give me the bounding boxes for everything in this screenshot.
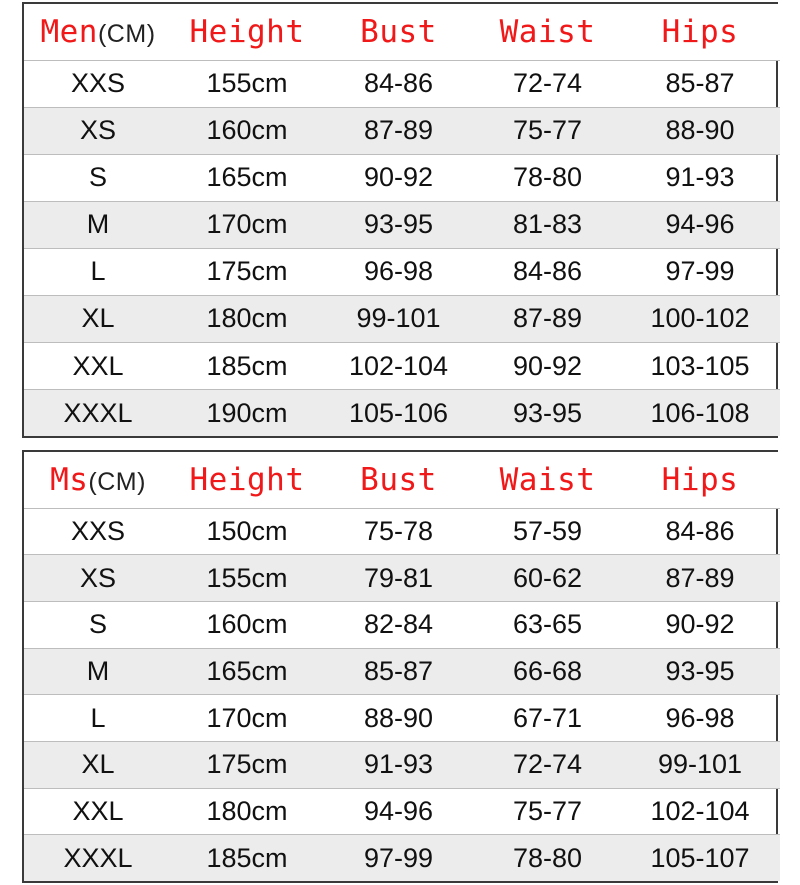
women-size-table bbox=[24, 452, 780, 881]
men-table-row bbox=[24, 154, 780, 201]
men-hips-cell: 103-105 bbox=[620, 342, 780, 389]
women-hips-cell: 105-107 bbox=[620, 835, 780, 881]
women-bust-cell: 85-87 bbox=[322, 648, 475, 695]
men-hips-cell: 97-99 bbox=[620, 248, 780, 295]
men-bust-cell: 105-106 bbox=[322, 390, 475, 436]
women-bust-cell: 75-78 bbox=[322, 508, 475, 555]
women-table-row bbox=[24, 835, 780, 881]
men-height-header: Height bbox=[172, 4, 322, 60]
women-bust-cell: 82-84 bbox=[322, 601, 475, 648]
women-table-row bbox=[24, 555, 780, 602]
women-height-cell: 185cm bbox=[172, 835, 322, 881]
men-size-header bbox=[24, 4, 172, 60]
women-height-cell: 180cm bbox=[172, 788, 322, 835]
men-hips-header: Hips bbox=[620, 4, 780, 60]
women-table-row bbox=[24, 601, 780, 648]
women-bust-cell: 88-90 bbox=[322, 695, 475, 742]
men-waist-cell: 93-95 bbox=[475, 390, 620, 436]
women-height-cell: 150cm bbox=[172, 508, 322, 555]
women-size-cell: XL bbox=[24, 742, 172, 789]
women-bust-cell: 79-81 bbox=[322, 555, 475, 602]
men-waist-header: Waist bbox=[475, 4, 620, 60]
men-size-cell: XXL bbox=[24, 342, 172, 389]
men-size-cell: XXXL bbox=[24, 390, 172, 436]
women-size-label: Ms bbox=[50, 461, 89, 498]
men-header-row bbox=[24, 4, 780, 60]
women-waist-cell: 75-77 bbox=[475, 788, 620, 835]
women-size-cell: S bbox=[24, 601, 172, 648]
women-size-cell: XS bbox=[24, 555, 172, 602]
men-bust-cell: 96-98 bbox=[322, 248, 475, 295]
women-hips-cell: 90-92 bbox=[620, 601, 780, 648]
men-height-cell: 185cm bbox=[172, 342, 322, 389]
men-hips-cell: 106-108 bbox=[620, 390, 780, 436]
men-bust-cell: 90-92 bbox=[322, 154, 475, 201]
women-table-row bbox=[24, 508, 780, 555]
women-size-header bbox=[24, 452, 172, 508]
men-hips-cell: 94-96 bbox=[620, 201, 780, 248]
men-table-row bbox=[24, 201, 780, 248]
men-waist-cell: 72-74 bbox=[475, 60, 620, 107]
men-waist-cell: 84-86 bbox=[475, 248, 620, 295]
men-size-unit: (CM) bbox=[97, 19, 156, 48]
men-size-chart bbox=[22, 2, 778, 438]
men-size-cell: XS bbox=[24, 107, 172, 154]
men-size-cell: XL bbox=[24, 295, 172, 342]
men-size-cell: XXS bbox=[24, 60, 172, 107]
women-hips-cell: 93-95 bbox=[620, 648, 780, 695]
men-height-cell: 170cm bbox=[172, 201, 322, 248]
men-table-row bbox=[24, 342, 780, 389]
women-waist-cell: 67-71 bbox=[475, 695, 620, 742]
women-waist-cell: 72-74 bbox=[475, 742, 620, 789]
women-hips-header: Hips bbox=[620, 452, 780, 508]
women-size-chart bbox=[22, 450, 778, 883]
women-size-cell: L bbox=[24, 695, 172, 742]
men-table-row bbox=[24, 60, 780, 107]
men-height-cell: 155cm bbox=[172, 60, 322, 107]
men-hips-cell: 85-87 bbox=[620, 60, 780, 107]
women-hips-cell: 102-104 bbox=[620, 788, 780, 835]
women-waist-cell: 57-59 bbox=[475, 508, 620, 555]
women-size-cell: XXL bbox=[24, 788, 172, 835]
women-hips-cell: 96-98 bbox=[620, 695, 780, 742]
men-height-cell: 165cm bbox=[172, 154, 322, 201]
women-height-header: Height bbox=[172, 452, 322, 508]
women-height-cell: 160cm bbox=[172, 601, 322, 648]
women-table-row bbox=[24, 695, 780, 742]
men-height-cell: 190cm bbox=[172, 390, 322, 436]
men-bust-cell: 99-101 bbox=[322, 295, 475, 342]
women-waist-cell: 63-65 bbox=[475, 601, 620, 648]
women-bust-cell: 91-93 bbox=[322, 742, 475, 789]
men-bust-cell: 84-86 bbox=[322, 60, 475, 107]
men-table-row bbox=[24, 107, 780, 154]
men-bust-cell: 87-89 bbox=[322, 107, 475, 154]
women-height-cell: 170cm bbox=[172, 695, 322, 742]
men-size-label: Men bbox=[40, 13, 98, 50]
men-size-cell: L bbox=[24, 248, 172, 295]
men-waist-cell: 87-89 bbox=[475, 295, 620, 342]
women-waist-cell: 78-80 bbox=[475, 835, 620, 881]
women-hips-cell: 87-89 bbox=[620, 555, 780, 602]
men-table-row bbox=[24, 295, 780, 342]
men-height-cell: 175cm bbox=[172, 248, 322, 295]
women-waist-cell: 60-62 bbox=[475, 555, 620, 602]
women-table-row bbox=[24, 742, 780, 789]
women-table-row bbox=[24, 648, 780, 695]
men-waist-cell: 78-80 bbox=[475, 154, 620, 201]
women-waist-cell: 66-68 bbox=[475, 648, 620, 695]
men-size-table bbox=[24, 4, 780, 436]
women-bust-cell: 94-96 bbox=[322, 788, 475, 835]
women-size-cell: XXS bbox=[24, 508, 172, 555]
men-height-cell: 180cm bbox=[172, 295, 322, 342]
women-waist-header: Waist bbox=[475, 452, 620, 508]
men-bust-cell: 93-95 bbox=[322, 201, 475, 248]
women-hips-cell: 84-86 bbox=[620, 508, 780, 555]
men-waist-cell: 81-83 bbox=[475, 201, 620, 248]
men-size-cell: M bbox=[24, 201, 172, 248]
women-height-cell: 155cm bbox=[172, 555, 322, 602]
women-size-unit: (CM) bbox=[88, 467, 146, 496]
men-height-cell: 160cm bbox=[172, 107, 322, 154]
women-size-cell: XXXL bbox=[24, 835, 172, 881]
women-bust-cell: 97-99 bbox=[322, 835, 475, 881]
women-height-cell: 165cm bbox=[172, 648, 322, 695]
women-height-cell: 175cm bbox=[172, 742, 322, 789]
men-size-cell: S bbox=[24, 154, 172, 201]
men-bust-cell: 102-104 bbox=[322, 342, 475, 389]
women-header-row bbox=[24, 452, 780, 508]
women-size-cell: M bbox=[24, 648, 172, 695]
men-waist-cell: 90-92 bbox=[475, 342, 620, 389]
men-hips-cell: 88-90 bbox=[620, 107, 780, 154]
men-bust-header: Bust bbox=[322, 4, 475, 60]
women-hips-cell: 99-101 bbox=[620, 742, 780, 789]
men-table-row bbox=[24, 390, 780, 436]
women-table-row bbox=[24, 788, 780, 835]
men-hips-cell: 100-102 bbox=[620, 295, 780, 342]
men-table-row bbox=[24, 248, 780, 295]
women-bust-header: Bust bbox=[322, 452, 475, 508]
men-hips-cell: 91-93 bbox=[620, 154, 780, 201]
men-waist-cell: 75-77 bbox=[475, 107, 620, 154]
